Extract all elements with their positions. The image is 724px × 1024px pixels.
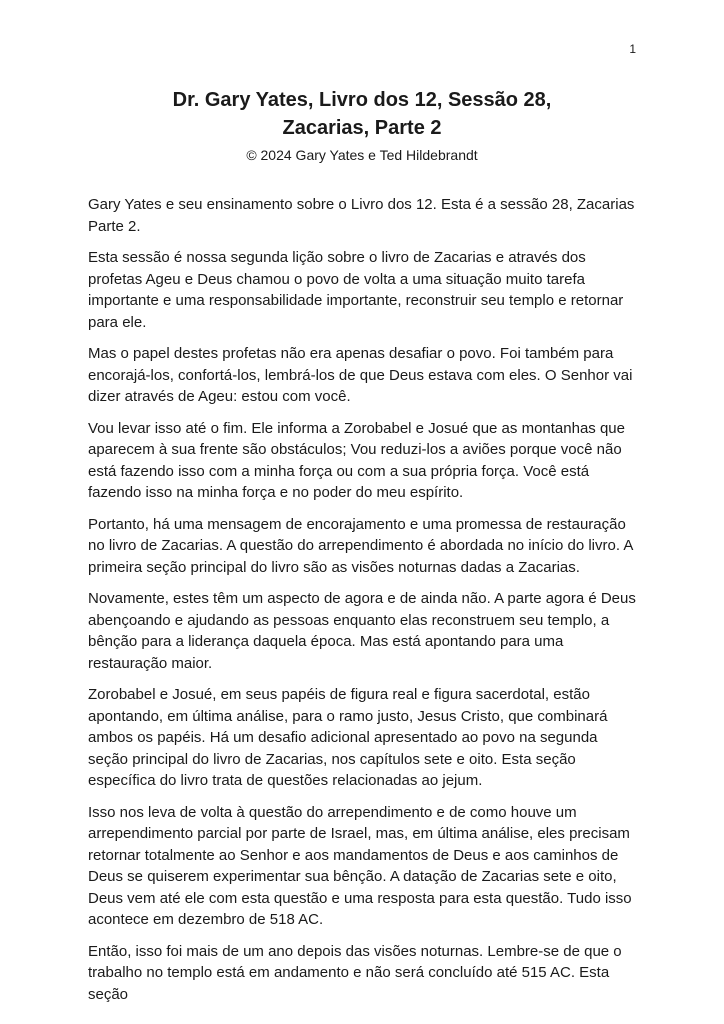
document-body [88, 194, 636, 1005]
document-title-line2: Zacarias, Parte 2 [282, 117, 442, 139]
copyright-line: © 2024 Gary Yates e Ted Hildebrandt [246, 147, 478, 163]
page-number: 1 [629, 42, 636, 56]
paragraph: Isso nos leva de volta à questão do arrependimento e de como houve um arrependimento parcial por parte de Israel, mas, em última análise, eles precisam retornar totalmente ao Senhor e aos mandamentos de Deus e aos caminhos de Deus se quiserem experimentar sua bênção. A datação de Zacarias sete e oito, Deus vem até ele com esta questão e uma resposta para esta questão. Tudo isso acontece em dezembro de 518 AC. [88, 803, 632, 928]
paragraph: Portanto, há uma mensagem de encorajamento e uma promessa de restauração no livro de Zacarias. A questão do arrependimento é abordada no início do livro. A primeira seção principal do livro são as visões noturnas dadas a Zacarias. [88, 515, 633, 576]
paragraph: Mas o papel destes profetas não era apenas desafiar o povo. Foi também para encorajá-los, confortá-los, lembrá-los de que Deus estava com eles. O Senhor vai dizer através de Ageu: estou com você. [88, 345, 633, 405]
paragraph: Vou levar isso até o fim. Ele informa a Zorobabel e Josué que as montanhas que aparecem à sua frente são obstáculos; Vou reduzi-los a aviões porque você não está fazendo isso com a minha força ou com a sua própria força. Você está fazendo isso na minha força e no poder do meu espírito. [88, 419, 625, 501]
paragraph: Esta sessão é nossa segunda lição sobre o livro de Zacarias e através dos profetas Ageu e Deus chamou o povo de volta a uma situação muito tarefa importante e uma responsabilidade importante, reconstruir seu templo e retornar para ele. [88, 249, 624, 331]
document-title-line1: Dr. Gary Yates, Livro dos 12, Sessão 28, [172, 89, 552, 111]
paragraph: Gary Yates e seu ensinamento sobre o Livro dos 12. Esta é a sessão 28, Zacarias Parte 2. [88, 196, 635, 235]
paragraph: Novamente, estes têm um aspecto de agora e de ainda não. A parte agora é Deus abençoando e ajudando as pessoas enquanto elas reconstruem seu templo, a bênção para a liderança daquela época. Mas está apontando para uma restauração maior. [88, 590, 636, 672]
paragraph: Zorobabel e Josué, em seus papéis de figura real e figura sacerdotal, estão apontando, em última análise, para o ramo justo, Jesus Cristo, que combinará ambos os papéis. Há um desafio adicional apresentado ao povo na segunda seção principal do livro de Zacarias, nos capítulos sete e oito. Esta seção específica do livro trata de questões relacionadas ao jejum. [88, 686, 608, 789]
paragraph: Então, isso foi mais de um ano depois das visões noturnas. Lembre-se de que o trabalho no templo está em andamento e não será concluído até 515 AC. Esta seção [88, 942, 622, 1003]
document-title [88, 86, 636, 142]
